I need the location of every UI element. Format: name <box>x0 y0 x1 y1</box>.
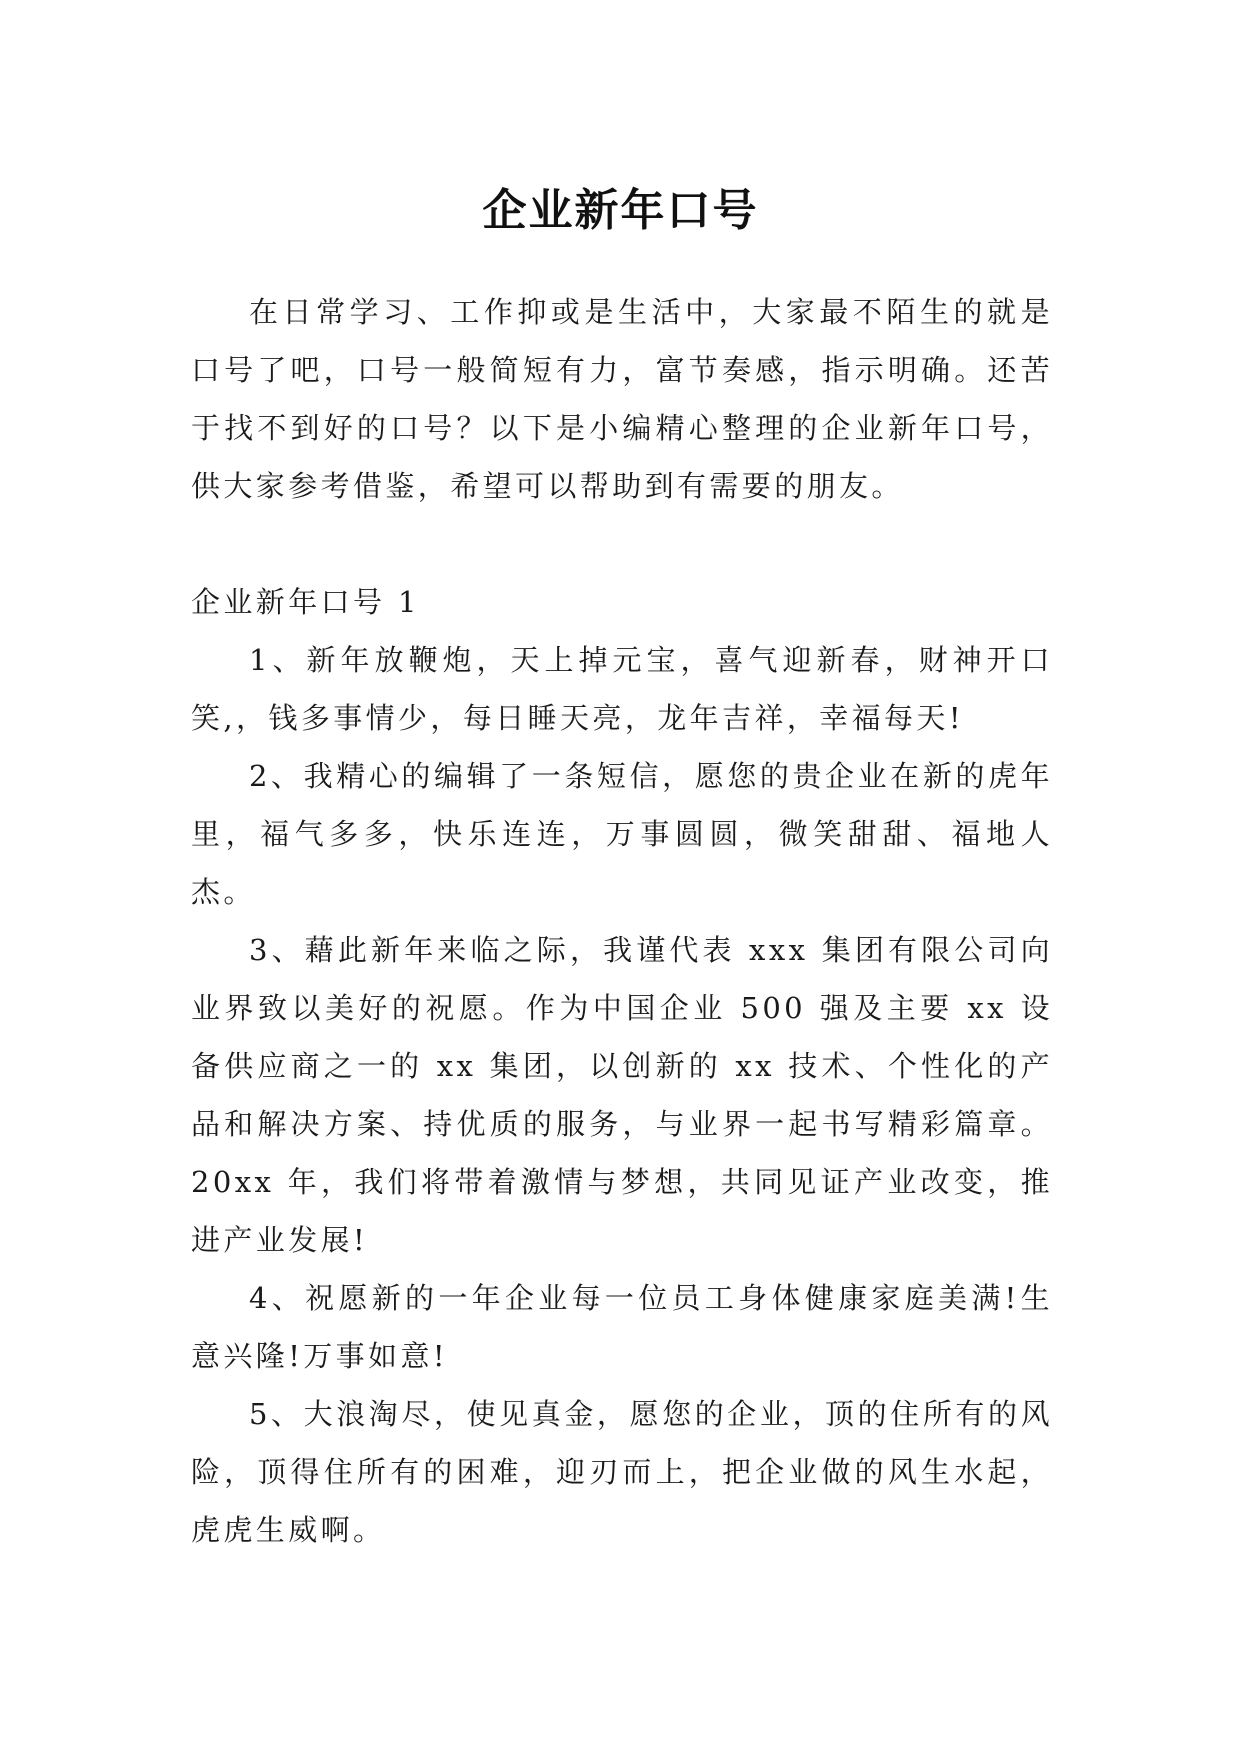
slogan-item-3: 3、藉此新年来临之际，我谨代表 xxx 集团有限公司向业界致以美好的祝愿。作为中国企业 500 强及主要 xx 设备供应商之一的 xx 集团，以创新的 xx 技术、个性化的产品和解决方案、持优质的服务，与业界一起书写精彩篇章。20xx 年，我们将带着激情与梦想，共同见证产业改变，推进产业发展! <box>191 933 1053 1257</box>
slogan-item-1: 1、新年放鞭炮，天上掉元宝，喜气迎新春，财神开口笑,，钱多事情少，每日睡天亮，龙年吉祥，幸福每天! <box>191 643 1053 735</box>
document-body <box>191 283 1053 1559</box>
slogan-item-4: 4、祝愿新的一年企业每一位员工身体健康家庭美满!生意兴隆!万事如意! <box>191 1281 1053 1373</box>
intro-paragraph: 在日常学习、工作抑或是生活中，大家最不陌生的就是口号了吧，口号一般简短有力，富节奏感，指示明确。还苦于找不到好的口号？以下是小编精心整理的企业新年口号，供大家参考借鉴，希望可以帮助到有需要的朋友。 <box>191 295 1053 503</box>
document-title: 企业新年口号 <box>482 185 759 237</box>
section-heading: 企业新年口号 1 <box>191 585 420 619</box>
slogan-item-5: 5、大浪淘尽，使见真金，愿您的企业，顶的住所有的风险，顶得住所有的困难，迎刃而上，把企业做的风生水起，虎虎生威啊。 <box>191 1397 1053 1547</box>
slogan-item-2: 2、我精心的编辑了一条短信，愿您的贵企业在新的虎年里，福气多多，快乐连连，万事圆圆，微笑甜甜、福地人杰。 <box>191 759 1053 909</box>
